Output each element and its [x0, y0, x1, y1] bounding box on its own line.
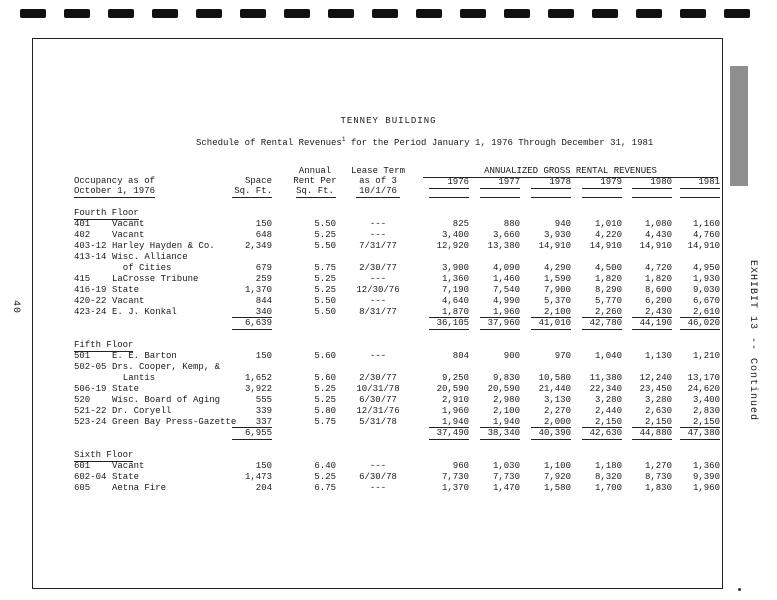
header-space-1: Space	[244, 176, 272, 186]
punch-mark	[460, 9, 486, 18]
punch-mark	[372, 9, 398, 18]
total-double-rule	[531, 439, 571, 440]
header-lease-3: 10/1/76	[359, 186, 397, 196]
rent-value: 5.50	[314, 296, 336, 306]
header-revenue-group: ANNUALIZED GROSS RENTAL REVENUES	[423, 166, 718, 178]
year-header: 1979	[600, 177, 622, 187]
revenue-value: 1,130	[644, 351, 672, 361]
revenue-value: 3,900	[441, 263, 469, 273]
revenue-value: 24,620	[687, 384, 720, 394]
punch-mark	[108, 9, 134, 18]
total-double-rule	[480, 439, 520, 440]
lease-term: ---	[369, 219, 387, 229]
tenant-name: State	[112, 384, 140, 394]
space-value: 844	[255, 296, 272, 306]
revenue-value: 5,770	[594, 296, 622, 306]
revenue-value: 1,360	[692, 461, 720, 471]
page-title: TENNEY BUILDING	[340, 116, 437, 126]
lease-term: 2/30/77	[359, 373, 397, 383]
revenue-value: 940	[554, 219, 571, 229]
year-header-rule	[680, 188, 720, 189]
space-value: 339	[255, 406, 272, 416]
suite-number: 523-24	[74, 417, 107, 427]
total-double-rule	[632, 439, 672, 440]
revenue-value: 12,920	[436, 241, 469, 251]
suite-number: 420-22	[74, 296, 107, 306]
header-space-rule	[232, 197, 272, 198]
revenue-value: 1,820	[594, 274, 622, 284]
suite-number: 506-19	[74, 384, 107, 394]
revenue-value: 4,430	[644, 230, 672, 240]
suite-number: 520	[74, 395, 91, 405]
space-value: 337	[255, 417, 272, 427]
year-header-rule	[480, 197, 520, 198]
tenant-name: Drs. Cooper, Kemp, &	[112, 362, 221, 372]
year-header: 1977	[498, 177, 520, 187]
speck	[738, 588, 741, 591]
subtitle-text: Schedule of Rental Revenues	[196, 138, 342, 148]
rent-value: 5.25	[314, 395, 336, 405]
footnote-marker: 1	[341, 136, 346, 143]
rent-value: 5.25	[314, 384, 336, 394]
revenue-value: 4,720	[644, 263, 672, 273]
lease-term: 7/31/77	[359, 241, 397, 251]
revenue-value: 7,900	[543, 285, 571, 295]
total-double-rule	[632, 329, 672, 330]
total-double-rule	[531, 329, 571, 330]
lease-term: 5/31/78	[359, 417, 397, 427]
tenant-name: Aetna Fire	[112, 483, 167, 493]
revenue-value: 4,220	[594, 230, 622, 240]
space-value: 150	[255, 351, 272, 361]
tenant-name: Wisc. Alliance	[112, 252, 188, 262]
total-revenue: 36,105	[436, 318, 469, 328]
revenue-value: 20,590	[487, 384, 520, 394]
suite-number: 502-05	[74, 362, 107, 372]
revenue-value: 8,290	[594, 285, 622, 295]
revenue-value: 6,670	[692, 296, 720, 306]
tenant-name: Vacant	[112, 461, 145, 471]
revenue-value: 14,910	[538, 241, 571, 251]
revenue-value: 2,430	[644, 307, 672, 317]
punch-mark	[20, 9, 46, 18]
revenue-value: 13,170	[687, 373, 720, 383]
total-double-rule	[680, 329, 720, 330]
revenue-value: 14,910	[589, 241, 622, 251]
space-value: 1,370	[244, 285, 272, 295]
revenue-value: 1,030	[492, 461, 520, 471]
revenue-value: 7,540	[492, 285, 520, 295]
year-header-rule	[429, 188, 469, 189]
year-header-rule	[632, 197, 672, 198]
year-header-rule	[480, 188, 520, 189]
space-value: 150	[255, 219, 272, 229]
tenant-name: LaCrosse Tribune	[112, 274, 199, 284]
lease-term: ---	[369, 296, 387, 306]
suite-number: 413-14	[74, 252, 107, 262]
suite-number: 423-24	[74, 307, 107, 317]
revenue-value: 8,730	[644, 472, 672, 482]
tenant-name: E. E. Barton	[112, 351, 177, 361]
rent-value: 5.25	[314, 230, 336, 240]
revenue-value: 2,150	[594, 417, 622, 427]
header-rent-3: Sq. Ft.	[296, 186, 334, 196]
tenant-name: Dr. Coryell	[112, 406, 172, 416]
total-double-rule	[582, 439, 622, 440]
revenue-value: 1,210	[692, 351, 720, 361]
revenue-value: 8,320	[594, 472, 622, 482]
suite-number: 521-22	[74, 406, 107, 416]
revenue-value: 2,100	[492, 406, 520, 416]
year-header-rule	[429, 197, 469, 198]
tenant-name: Lantis	[112, 373, 156, 383]
rent-value: 6.75	[314, 483, 336, 493]
space-value: 1,652	[244, 373, 272, 383]
space-value: 204	[255, 483, 272, 493]
revenue-value: 11,380	[589, 373, 622, 383]
total-double-rule	[429, 329, 469, 330]
suite-number: 501	[74, 351, 91, 361]
rent-value: 5.25	[314, 274, 336, 284]
suite-number: 415	[74, 274, 91, 284]
revenue-value: 1,160	[692, 219, 720, 229]
total-double-rule	[582, 329, 622, 330]
lease-term: 10/31/78	[356, 384, 400, 394]
header-rent-1: Annual	[298, 166, 332, 176]
rent-value: 5.60	[314, 373, 336, 383]
revenue-value: 8,600	[644, 285, 672, 295]
revenue-value: 1,700	[594, 483, 622, 493]
total-double-rule	[480, 329, 520, 330]
revenue-value: 4,990	[492, 296, 520, 306]
punch-mark	[416, 9, 442, 18]
lease-term: 6/30/77	[359, 395, 397, 405]
section-heading: Fifth Floor	[74, 340, 134, 350]
tenant-name: Green Bay Press-Gazette	[112, 417, 237, 427]
year-header-rule	[582, 188, 622, 189]
total-revenue: 37,960	[487, 318, 520, 328]
revenue-value: 22,340	[589, 384, 622, 394]
revenue-value: 2,440	[594, 406, 622, 416]
suite-number: 416-19	[74, 285, 107, 295]
space-value: 2,349	[244, 241, 272, 251]
punch-mark	[284, 9, 310, 18]
revenue-value: 3,280	[644, 395, 672, 405]
total-revenue: 38,340	[487, 428, 520, 438]
revenue-value: 20,590	[436, 384, 469, 394]
revenue-value: 1,460	[492, 274, 520, 284]
lease-term: ---	[369, 274, 387, 284]
revenue-value: 1,870	[441, 307, 469, 317]
revenue-value: 23,450	[639, 384, 672, 394]
space-value: 259	[255, 274, 272, 284]
revenue-value: 1,580	[543, 483, 571, 493]
suite-number: 401	[74, 219, 91, 229]
revenue-value: 1,590	[543, 274, 571, 284]
revenue-value: 7,730	[492, 472, 520, 482]
index-tab	[730, 66, 748, 186]
revenue-value: 3,400	[692, 395, 720, 405]
revenue-value: 2,630	[644, 406, 672, 416]
space-value: 1,473	[244, 472, 272, 482]
tenant-name: Wisc. Board of Aging	[112, 395, 221, 405]
header-lease-rule	[356, 197, 400, 198]
revenue-value: 10,580	[538, 373, 571, 383]
tenant-name: of Cities	[112, 263, 172, 273]
revenue-value: 960	[452, 461, 469, 471]
lease-term: ---	[369, 461, 387, 471]
revenue-value: 1,960	[692, 483, 720, 493]
space-value: 648	[255, 230, 272, 240]
revenue-value: 4,760	[692, 230, 720, 240]
suite-number: 601	[74, 461, 91, 471]
total-space: 6,639	[244, 318, 272, 328]
space-value: 340	[255, 307, 272, 317]
rent-value: 5.25	[314, 472, 336, 482]
total-space: 6,955	[244, 428, 272, 438]
rent-value: 5.75	[314, 417, 336, 427]
total-revenue: 47,380	[687, 428, 720, 438]
revenue-value: 1,830	[644, 483, 672, 493]
year-header: 1981	[698, 177, 720, 187]
revenue-value: 2,150	[692, 417, 720, 427]
rent-value: 6.40	[314, 461, 336, 471]
revenue-value: 4,640	[441, 296, 469, 306]
revenue-value: 13,380	[487, 241, 520, 251]
punch-mark	[548, 9, 574, 18]
revenue-value: 6,200	[644, 296, 672, 306]
revenue-value: 5,370	[543, 296, 571, 306]
revenue-value: 9,390	[692, 472, 720, 482]
revenue-value: 900	[503, 351, 520, 361]
revenue-value: 7,730	[441, 472, 469, 482]
page-subtitle	[196, 136, 653, 148]
revenue-value: 12,240	[639, 373, 672, 383]
revenue-value: 3,930	[543, 230, 571, 240]
header-occupancy-2: October 1, 1976	[74, 186, 156, 196]
punch-mark	[680, 9, 706, 18]
total-double-rule	[232, 439, 272, 440]
revenue-value: 825	[452, 219, 469, 229]
revenue-value: 2,260	[594, 307, 622, 317]
revenue-value: 14,910	[639, 241, 672, 251]
revenue-value: 3,130	[543, 395, 571, 405]
revenue-value: 21,440	[538, 384, 571, 394]
revenue-value: 2,100	[543, 307, 571, 317]
revenue-value: 2,610	[692, 307, 720, 317]
revenue-value: 1,960	[492, 307, 520, 317]
total-revenue: 44,190	[639, 318, 672, 328]
revenue-value: 1,960	[441, 406, 469, 416]
revenue-value: 804	[452, 351, 469, 361]
revenue-value: 9,250	[441, 373, 469, 383]
lease-term: 8/31/77	[359, 307, 397, 317]
lease-term: 6/30/78	[359, 472, 397, 482]
revenue-value: 2,150	[644, 417, 672, 427]
lease-term: 12/31/76	[356, 406, 400, 416]
year-header-rule	[582, 197, 622, 198]
revenue-value: 1,930	[692, 274, 720, 284]
revenue-value: 2,000	[543, 417, 571, 427]
revenue-value: 4,090	[492, 263, 520, 273]
space-value: 679	[255, 263, 272, 273]
total-revenue: 46,020	[687, 318, 720, 328]
page-number: 40	[10, 300, 21, 315]
total-revenue: 42,780	[589, 318, 622, 328]
suite-number: 605	[74, 483, 91, 493]
tenant-name: Vacant	[112, 230, 145, 240]
revenue-value: 1,820	[644, 274, 672, 284]
revenue-value: 1,940	[492, 417, 520, 427]
total-revenue: 37,490	[436, 428, 469, 438]
revenue-value: 2,980	[492, 395, 520, 405]
punch-mark	[152, 9, 178, 18]
tenant-name: Harley Hayden & Co.	[112, 241, 215, 251]
revenue-value: 1,100	[543, 461, 571, 471]
total-revenue: 41,010	[538, 318, 571, 328]
revenue-value: 970	[554, 351, 571, 361]
revenue-value: 1,940	[441, 417, 469, 427]
year-header-rule	[531, 188, 571, 189]
revenue-value: 2,270	[543, 406, 571, 416]
revenue-value: 1,040	[594, 351, 622, 361]
punch-mark	[636, 9, 662, 18]
revenue-value: 4,290	[543, 263, 571, 273]
rent-value: 5.50	[314, 219, 336, 229]
punch-mark	[504, 9, 530, 18]
revenue-value: 3,400	[441, 230, 469, 240]
suite-number: 402	[74, 230, 91, 240]
punch-mark	[724, 9, 750, 18]
revenue-value: 1,370	[441, 483, 469, 493]
lease-term: 2/30/77	[359, 263, 397, 273]
rent-value: 5.50	[314, 307, 336, 317]
revenue-value: 9,030	[692, 285, 720, 295]
tenant-name: State	[112, 285, 140, 295]
year-header: 1980	[650, 177, 672, 187]
section-heading: Fourth Floor	[74, 208, 139, 218]
suite-number: 602-04	[74, 472, 107, 482]
total-double-rule	[680, 439, 720, 440]
total-double-rule	[232, 329, 272, 330]
lease-term: 12/30/76	[356, 285, 400, 295]
rent-value: 5.50	[314, 241, 336, 251]
year-header: 1978	[549, 177, 571, 187]
rent-value: 5.80	[314, 406, 336, 416]
lease-term: ---	[369, 230, 387, 240]
year-header-rule	[680, 197, 720, 198]
subtitle-tail: for the Period January 1, 1976 Through December 31, 1981	[345, 138, 654, 148]
revenue-value: 1,180	[594, 461, 622, 471]
revenue-value: 1,080	[644, 219, 672, 229]
exhibit-label: EXHIBIT 13 -- Continued	[747, 260, 758, 422]
header-lease-1: Lease Term	[350, 166, 405, 176]
revenue-value: 4,950	[692, 263, 720, 273]
revenue-value: 7,190	[441, 285, 469, 295]
header-occupancy-1: Occupancy as of	[74, 176, 156, 186]
total-revenue: 42,630	[589, 428, 622, 438]
year-header-rule	[632, 188, 672, 189]
year-header: 1976	[447, 177, 469, 187]
suite-number: 403-12	[74, 241, 107, 251]
revenue-value: 3,660	[492, 230, 520, 240]
tenant-name: Vacant	[112, 296, 145, 306]
revenue-value: 1,010	[594, 219, 622, 229]
space-value: 150	[255, 461, 272, 471]
tenant-name: State	[112, 472, 140, 482]
header-space-2: Sq. Ft.	[234, 186, 272, 196]
punch-mark	[64, 9, 90, 18]
revenue-value: 2,910	[441, 395, 469, 405]
space-value: 3,922	[244, 384, 272, 394]
header-rent-rule	[296, 197, 336, 198]
punch-mark	[196, 9, 222, 18]
revenue-value: 4,500	[594, 263, 622, 273]
punch-mark	[240, 9, 266, 18]
tenant-name: Vacant	[112, 219, 145, 229]
rent-value: 5.60	[314, 351, 336, 361]
rent-value: 5.75	[314, 263, 336, 273]
header-rent-2: Rent Per	[293, 176, 337, 186]
revenue-value: 2,830	[692, 406, 720, 416]
rent-value: 5.25	[314, 285, 336, 295]
revenue-value: 14,910	[687, 241, 720, 251]
total-revenue: 40,390	[538, 428, 571, 438]
revenue-value: 880	[503, 219, 520, 229]
year-header-rule	[531, 197, 571, 198]
total-double-rule	[429, 439, 469, 440]
revenue-value: 1,270	[644, 461, 672, 471]
tenant-name: E. J. Konkal	[112, 307, 177, 317]
header-lease-2: as of 3	[359, 176, 397, 186]
revenue-value: 9,830	[492, 373, 520, 383]
punch-mark	[328, 9, 354, 18]
revenue-value: 3,280	[594, 395, 622, 405]
total-revenue: 44,880	[639, 428, 672, 438]
punch-mark	[592, 9, 618, 18]
revenue-value: 7,920	[543, 472, 571, 482]
revenue-value: 1,470	[492, 483, 520, 493]
section-heading: Sixth Floor	[74, 450, 134, 460]
space-value: 555	[255, 395, 272, 405]
revenue-value: 1,360	[441, 274, 469, 284]
lease-term: ---	[369, 351, 387, 361]
lease-term: ---	[369, 483, 387, 493]
